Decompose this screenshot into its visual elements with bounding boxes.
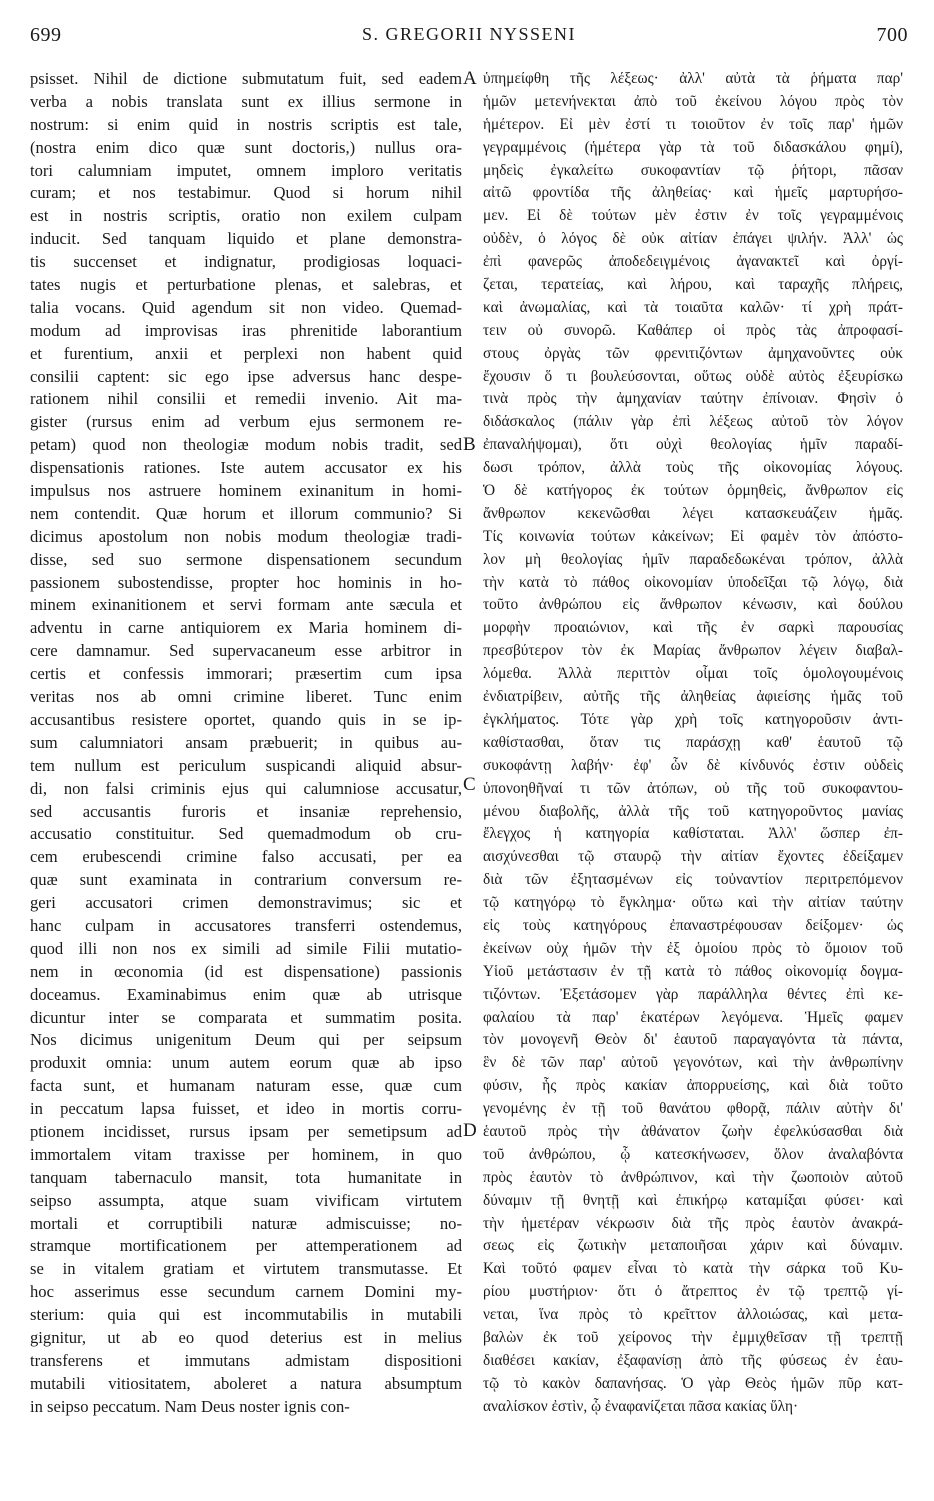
latin-text-line: gignitur, ut ab eo quod deterius est in melius xyxy=(30,1327,462,1347)
latin-text-line: seipso assumpta, atque suam vivificam virtutem xyxy=(30,1190,462,1210)
greek-text-line: διὰ τῶν ἐξητασμένων εἰς τοὐναντίον περιτρεπόμενον xyxy=(483,871,903,889)
greek-text-line: πρὸς ἑαυτὸν τὸ ἀνθρώπινον, καὶ τὴν ζωοποιὸν αὐτοῦ xyxy=(483,1168,903,1186)
greek-text-line: διδάσκαλος (πάλιν γὰρ ἐπὶ λέξεως αὐτοῦ τὸν λόγον xyxy=(483,413,903,431)
latin-text-line: di, non falsi criminis ejus qui calumniose accusatur, xyxy=(30,778,462,798)
latin-text-line: (nostra enim dico quæ sunt doctoris,) nullus ora- xyxy=(30,137,462,157)
latin-text-line: certis et confessis immorari; præsertim cum ipsa xyxy=(30,664,462,684)
greek-text-line: βαλὼν ἐκ τοῦ χείρονος τὴν ἐμμιχθεῖσαν τῇ τρεπτῇ xyxy=(483,1328,903,1346)
greek-text-line: συκοφάντῃ λαβήν· ἐφ' ὧν δὲ κίνδυνός ἐστιν οὐδεὶς xyxy=(483,756,903,774)
greek-text-line: ὑπημείφθη τῆς λέξεως· ἀλλ' αὐτὰ τὰ ῥήματα παρ' xyxy=(483,70,903,87)
latin-text-line: hanc culpam in accusatores transferri ostendemus, xyxy=(30,915,462,935)
greek-text-line: ἐπαναλήψομαι), ὅτι οὐχὶ θεολογίας ἡμῖν παραδί- xyxy=(483,436,903,454)
latin-text-line: Nos dicimus unigenitum Deum qui per seipsum xyxy=(30,1030,462,1050)
greek-column xyxy=(483,68,903,1419)
greek-text-line: τοῦτο ἀνθρώπου εἰς ἄνθρωπον κένωσιν, καὶ δούλου xyxy=(483,596,903,614)
greek-text-line: Υἱοῦ μετάστασιν ἐν τῇ κατὰ τὸ πάθος οἰκονομίᾳ δογμα- xyxy=(483,962,903,980)
greek-text-line: μεν. Εἰ δὲ τούτων μὲν ἐστιν ἐν τοῖς γεγραμμένοις xyxy=(483,207,903,225)
latin-text-line: cere damnamur. Sed supervacaneum esse arbitror in xyxy=(30,641,462,661)
greek-text-line: ἐκείνων οὐχ ἡμῶν τὴν ἐξ ὁμοίου πρὸς τὸ ὅμοιον τοῦ xyxy=(483,939,903,957)
greek-text-line: τιζόντων. Ἐξετάσομεν γὰρ παράλληλα θέντες ἐπὶ κε- xyxy=(483,985,903,1003)
latin-text-line: in peccatum lapsa fuisset, et ideo in mortis corru- xyxy=(30,1099,462,1119)
greek-text-line: σεως εἰς ζωτικὴν μεταποιῆσαι χάριν καὶ δύναμιν. xyxy=(483,1237,903,1255)
greek-text-line: Καὶ τοῦτό φαμεν εἶναι τὸ κατὰ τὴν σάρκα τοῦ Κυ- xyxy=(483,1260,903,1278)
latin-text-line: facta sunt, et humanam naturam esse, quæ cum xyxy=(30,1076,462,1096)
greek-text-line: γεγραμμένοις (ἡμέτερα γὰρ τὰ τοῦ διδασκάλου φημί), xyxy=(483,138,903,156)
greek-text-line: διαθέσει κακίαν, ἐξαφανίσῃ ἀπὸ τῆς φύσεως ἐν ἑαυ- xyxy=(483,1351,903,1369)
latin-text-line: quæ sunt examinata in contrarium conversum re- xyxy=(30,870,462,890)
greek-text-line: ἓν δὲ τῶν παρ' αὐτοῦ γεγονότων, καὶ τὴν ἀνθρωπίνην xyxy=(483,1054,903,1072)
latin-text-line: dicimus apostolum non nobis modum theologiæ tradi- xyxy=(30,526,462,546)
latin-text-line: et furentium, anxii et perplexi non habent quid xyxy=(30,343,462,363)
greek-text-line: οὐδὲν, ὁ λόγος δὲ οὐκ αἰτίαν ἐπάγει ψιλήν. Ἀλλ' ὡς xyxy=(483,230,903,248)
latin-text-line: tori calumniam imputet, omnem imploro veritatis xyxy=(30,160,462,180)
latin-text-line: modum ad improvisas iras phrenitide laborantium xyxy=(30,320,462,340)
latin-text-line: petam) quod non theologiæ modum nobis tradit, sed xyxy=(30,435,462,455)
latin-text-line: psisset. Nihil de dictione submutatum fuit, sed eadem xyxy=(30,69,462,88)
latin-text-line: tis succenset et indignatur, prodigiosas loquaci- xyxy=(30,252,462,272)
greek-text-line: ἑαυτοῦ πρὸς τὴν ἀθάνατον ζωὴν ἐφελκύσασθαι διὰ xyxy=(483,1122,903,1140)
latin-text-line: accusatio constituitur. Sed quemadmodum ob cru- xyxy=(30,824,462,844)
greek-text-line: τὴν ἡμετέραν νέκρωσιν διὰ τῆς πρὸς ἑαυτὸν ἀνακρά- xyxy=(483,1214,903,1232)
greek-text-line: ἐνδιατρίβειν, αὐτῆς τῆς ἀληθείας ἀφιείσης ἡμᾶς τοῦ xyxy=(483,688,903,706)
latin-text-line: mortali et corruptibili naturæ admiscuisse; no- xyxy=(30,1213,462,1233)
greek-text-line: δύναμιν τῇ θνητῇ καὶ ἐπικήρῳ καταμίξαι φύσει· καὶ xyxy=(483,1191,903,1209)
greek-text-line: ἄνθρωπον κεκενῶσθαι λέγει κατασκευάζειν ἡμᾶς. xyxy=(483,504,903,522)
latin-text-line: geri accusatori crimen demonstravimus; sic et xyxy=(30,893,462,913)
latin-text-line: impulsus nos astruere hominem exinanitum in homi- xyxy=(30,481,462,501)
running-header xyxy=(30,24,908,50)
running-title: S. GREGORII NYSSENI xyxy=(361,24,576,44)
greek-text-line: ἡμέτερον. Εἰ μὲν ἐστί τι τοιοῦτον ἐν τοῖς παρ' ἡμῶν xyxy=(483,115,903,133)
latin-text-line: hoc asserimus esse secundum carnem Domini my- xyxy=(30,1282,462,1302)
latin-text-line: inducit. Sed tanquam liquido et plane demonstra- xyxy=(30,229,462,249)
greek-text-line: τῷ κατηγόρῳ τὸ ἔγκλημα· οὕτω καὶ τὴν αἰτίαν ταύτην xyxy=(483,894,903,912)
latin-text-line: veritas nos ab omni crimine liberet. Tunc enim xyxy=(30,687,462,707)
latin-text-line: est in nostris scriptis, oratio non exilem culpam xyxy=(30,206,462,226)
greek-text-line: αἰτῶ φροντίδα τῆς ἀληθείας· καὶ ἡμεῖς μαρτυρήσο- xyxy=(483,184,903,202)
margin-marker-a: A xyxy=(463,68,477,89)
greek-text-line: φύσιν, ἧς πρὸς κακίαν ἀπορρυείσης, καὶ διὰ τοῦτο xyxy=(483,1077,903,1095)
latin-text-line: doceamus. Examinabimus enim quæ ab utrisque xyxy=(30,984,462,1004)
latin-text-line: curam; et nos testabimur. Quod si horum nihil xyxy=(30,183,462,203)
latin-text-line: sum calumniatori ansam præbuerit; in quibus au- xyxy=(30,732,462,752)
margin-marker-c: C xyxy=(463,774,476,795)
greek-text-line: ἔχουσιν ὅ τι βουλεύσονται, οὕτως οὐδὲ αὐτὸς ἐξευρίσκω xyxy=(483,367,903,385)
greek-text-line: ζεται, τερατείας, καὶ λήρου, καὶ ταραχῆς πλήρεις, xyxy=(483,276,903,294)
greek-text-line: Τίς κοινωνία τούτων κἀκείνων; Εἰ φαμὲν τὸν ἀπόστο- xyxy=(483,527,903,545)
latin-text-line: cem erubescendi crimine falso accusati, per ea xyxy=(30,847,462,867)
greek-text-line: αναλίσκον ἐστὶν, ᾧ ἐναφανίζεται πᾶσα κακίας ὕλη· xyxy=(483,1397,799,1415)
latin-text-line: passionem subostendisse, propter hoc hominis in ho- xyxy=(30,572,462,592)
greek-text-line: τὸν μονογενῆ Θεὸν δι' ἑαυτοῦ παραγαγόντα τὰ πάντα, xyxy=(483,1031,903,1049)
latin-text-line: dicuntur inter se comparata et summatim posita. xyxy=(30,1007,462,1027)
latin-text-line: tanquam tabernaculo mansit, tota humanitate in xyxy=(30,1167,462,1187)
latin-text-line: nostrum: si enim quid in nostris scriptis est tale, xyxy=(30,114,462,134)
latin-text-line: consilii captent: sic ego ipse adversus hanc despe- xyxy=(30,366,462,386)
latin-text-line: tates nugis et perturbatione plenas, et salebras, et xyxy=(30,275,462,295)
greek-text-line: Ὁ δὲ κατήγορος ἐκ τούτων ὁρμηθεὶς, ἄνθρωπον εἰς xyxy=(483,482,903,500)
greek-text-line: λόμεθα. Ἀλλὰ περιττὸν οἶμαι τοῖς ὁμολογουμένοις xyxy=(483,665,903,683)
greek-text-line: τειν οὐ συνορῶ. Καθάπερ οἱ πρὸς τὰς ἀπροφασί- xyxy=(483,321,903,339)
greek-text-line: καθίστασθαι, ὅταν τις παράσχῃ καθ' ἑαυτοῦ τῷ xyxy=(483,733,903,751)
latin-text-line: nem contendit. Quæ horum et illorum communio? Si xyxy=(30,503,462,523)
latin-text-line: talia vocans. Quid agendum sit non video. Quemad- xyxy=(30,297,462,317)
latin-text-line: rationem nihil consilii et remedii invenio. Ait ma- xyxy=(30,389,462,409)
greek-text-line: πρεσβύτερον τὸν ἐκ Μαρίας ἄνθρωπον λέγειν διαβαλ- xyxy=(483,642,903,660)
latin-text-line: adventu in carne antiquiorem ex Maria hominem di- xyxy=(30,618,462,638)
greek-text-line: τοῦ ἀνθρώπου, ᾧ κατεσκήνωσεν, ὅλον ἀναλαβόντα xyxy=(483,1145,903,1163)
latin-text-line: transferens et immutans admistam dispositioni xyxy=(30,1350,462,1370)
greek-text-line: μορφὴν προαιώνιον, καὶ τῆς ἐν σαρκὶ παρουσίας xyxy=(483,619,903,637)
greek-text-line: στους ὀργὰς τῶν φρενιτιζόντων ἀμηχανοῦντες οὐκ xyxy=(483,344,903,362)
latin-text-line: immortalem vitam traxisse per hominem, in quo xyxy=(30,1144,462,1164)
latin-text-line: gister (rursus enim ad verbum ejus sermonem re- xyxy=(30,412,462,432)
greek-text-line: ρίου μυστήριον· ὅτι ὁ ἄτρεπτος ἐν τῷ τρεπτῷ γί- xyxy=(483,1283,903,1301)
latin-text-line: sed accusantis furoris et insaniæ reprehensio, xyxy=(30,801,462,821)
latin-text-line: se in vitalem gratiam et virtutem transmutasse. Et xyxy=(30,1259,462,1279)
margin-marker-b: B xyxy=(463,434,476,455)
latin-text-line: quod illi non nos ex simili ad simile Filii mutatio- xyxy=(30,938,462,958)
greek-text-line: νεται, ἵνα πρὸς τὸ κρεῖττον ἀλλοιώσας, καὶ μετα- xyxy=(483,1306,903,1324)
latin-text-line: in seipso peccatum. Nam Deus noster ignis con- xyxy=(30,1396,350,1416)
latin-text-line: produxit omnia: unum autem eorum quæ ab ipso xyxy=(30,1053,462,1073)
greek-text-line: ἐγκλήματος. Τότε γὰρ χρὴ τοῖς κατηγοροῦσιν ἀντι- xyxy=(483,710,903,728)
greek-text-line: μένου διαβολῆς, ἀλλὰ τῆς τοῦ κατηγοροῦντος μανίας xyxy=(483,802,903,820)
latin-text-line: stramque mortificationem per attemperationem ad xyxy=(30,1236,462,1256)
latin-text-line: dispensationis rationes. Iste autem accusator ex his xyxy=(30,458,462,478)
greek-text-line: καὶ ἀνωμαλίας, καὶ τὰ τοιαῦτα καλῶν· τί χρὴ πράτ- xyxy=(483,298,903,316)
latin-text-line: accusantibus resistere oportet, quando quis in se ip- xyxy=(30,709,462,729)
page-number-left: 699 xyxy=(30,24,62,46)
latin-text-line: tem nullum est periculum suspicandi aliquid absur- xyxy=(30,755,462,775)
latin-text-line: verba a nobis translata sunt ex illius sermone in xyxy=(30,91,462,111)
latin-text-line: minem exinanitionem et servi formam ante sæcula et xyxy=(30,595,462,615)
greek-text-line: μηδεὶς ἐγκαλείτω συκοφαντίαν τῷ ῥήτορι, πᾶσαν xyxy=(483,161,903,179)
greek-text-line: εἰς τοὺς κατηγόρους ἐπαναστρέφουσαν δείξομεν· ὡς xyxy=(483,916,903,934)
margin-marker-d: D xyxy=(463,1120,477,1141)
greek-text-line: δωσι τρόπον, ἀλλὰ τοὺς τῆς οἰκονομίας λόγους. xyxy=(483,459,903,477)
greek-text-line: τινὰ πρὸς τὴν ἀμηχανίαν ταύτην ἐπίνοιαν. Φησὶν ὁ xyxy=(483,390,903,408)
greek-text-line: ἐπὶ φανερῶς ἀποδεδειγμένοις ἀγανακτεῖ καὶ ὀργί- xyxy=(483,253,903,271)
greek-text-line: λον μὴ θεολογίας ἡμῖν παραδεδωκέναι τρόπον, ἀλλὰ xyxy=(483,550,903,568)
greek-text-line: ἔλεγχος ἡ κατηγορία καθίσταται. Ἀλλ' ὥσπερ ἐπ- xyxy=(483,825,903,843)
greek-text-line: ὑπονοηθῆναί τι τῶν ἀτόπων, οὐ τῆς τοῦ συκοφαντου- xyxy=(483,779,903,797)
latin-text-line: mutabili vitiositatem, aboleret a natura absumptum xyxy=(30,1373,462,1393)
greek-text-line: φαλαίου τὰ παρ' ἑκατέρων λεγόμενα. Ἡμεῖς φαμεν xyxy=(483,1008,903,1026)
latin-text-line: disse, sed suo sermone dispensationem secundum xyxy=(30,549,462,569)
greek-text-line: γενομένης ἐν τῇ τοῦ θανάτου φθορᾷ, πάλιν αὐτὴν δι' xyxy=(483,1100,903,1118)
greek-text-line: αισχύνεσθαι τῷ σταυρῷ τὴν αἰτίαν ἔχοντες ἐδείξαμεν xyxy=(483,848,903,866)
latin-text-line: ptionem incidisset, rursus ipsam per semetipsum ad xyxy=(30,1121,462,1141)
latin-text-line: sterium: quia qui est incommutabilis in mutabili xyxy=(30,1305,462,1325)
page-number-right: 700 xyxy=(876,24,908,46)
greek-text-line: ἡμῶν μετενήνεκται ἀπὸ τοῦ ἐκείνου λόγου πρὸς τὸν xyxy=(483,92,903,110)
greek-text-line: τὴν κατὰ τὸ πάθος οἰκονομίαν ὑποδεῖξαι τῷ λόγῳ, διὰ xyxy=(483,573,903,591)
latin-column xyxy=(30,68,462,1419)
latin-text-line: nem in œconomia (id est dispensatione) passionis xyxy=(30,961,462,981)
greek-text-line: τῷ τὸ κακὸν δαπανήσας. Ὁ γὰρ Θεὸς ἡμῶν πῦρ κατ- xyxy=(483,1374,903,1392)
